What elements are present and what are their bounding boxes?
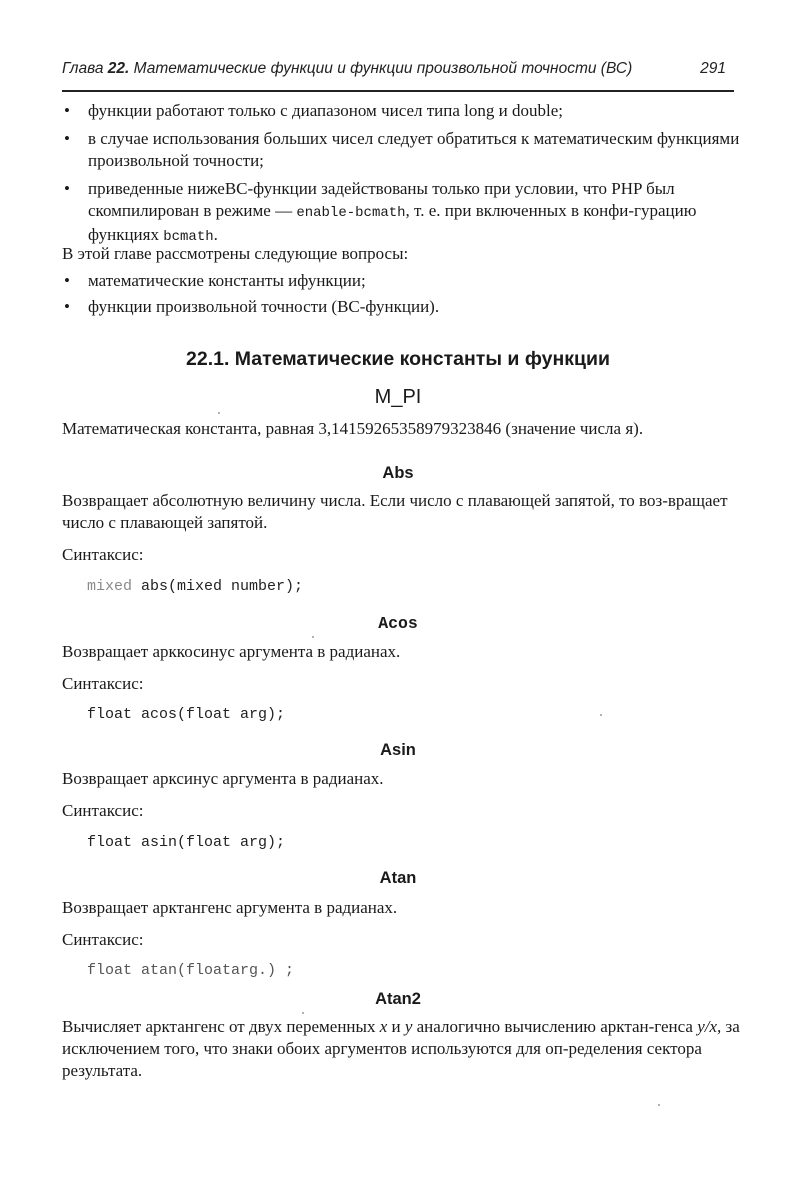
- bullet-dot: •: [64, 271, 70, 290]
- bullet-dot: •: [64, 101, 70, 120]
- variable-ratio: y/x,: [697, 1017, 722, 1036]
- inline-code: bcmath: [163, 229, 214, 245]
- scan-speck: [312, 636, 314, 638]
- code-type: mixed: [87, 578, 133, 595]
- code-sample: [87, 578, 303, 595]
- code-signature: abs(mixed number);: [141, 578, 304, 595]
- scan-speck: [658, 1104, 660, 1106]
- intro-bullet: [62, 128, 742, 172]
- bullet-text: приведенные нижеВС-функции задействованы только при условии, что PHP был скомпилирован в режиме —: [88, 179, 675, 220]
- chapter-title: Математические функции и функции произвольной точности (ВС): [133, 60, 633, 77]
- desc-text: и: [391, 1017, 401, 1036]
- bullet-dot: •: [64, 129, 70, 148]
- desc-text: Вычисляет арктангенс от двух переменных: [62, 1017, 376, 1036]
- topics-intro: В этой главе рассмотрены следующие вопросы:: [62, 244, 409, 263]
- function-description: Возвращает арксинус аргумента в радианах.: [62, 769, 384, 788]
- intro-bullet: [62, 100, 742, 122]
- syntax-label: Синтаксис:: [62, 674, 144, 693]
- syntax-label: Синтаксис:: [62, 801, 144, 820]
- scan-speck: [600, 714, 602, 716]
- bullet-text: , т. е. при включенных в конфи-гурацию функциях: [88, 201, 697, 244]
- function-description: Возвращает абсолютную величину числа. Если число с плавающей запятой, то воз-вращает число с плавающей запятой.: [62, 491, 728, 532]
- bullet-dot: •: [64, 297, 70, 316]
- bullet-text: .: [213, 225, 218, 244]
- syntax-label: Синтаксис:: [62, 930, 144, 949]
- bullet-text: функции работают только с диапазоном чисел типа long и double;: [88, 101, 563, 120]
- function-description: [62, 1016, 742, 1082]
- syntax-label: Синтаксис:: [62, 545, 144, 564]
- topic-item: [62, 296, 742, 318]
- topic-text: математические константы ифункции;: [88, 271, 366, 290]
- code-sample: float acos(float arg);: [87, 706, 286, 723]
- chapter-word: Глава: [62, 60, 104, 77]
- topic-text: функции произвольной точности (ВС-функции).: [88, 297, 440, 316]
- function-heading-mpi: M_PI: [374, 386, 422, 408]
- desc-text: за исключением того, что знаки обоих аргументов используются для оп-ределения сектора результата.: [62, 1017, 740, 1080]
- bullet-dot: •: [64, 179, 70, 198]
- function-heading-atan2: Atan2: [375, 990, 421, 1008]
- chapter-number: 22.: [107, 60, 130, 77]
- variable-y: y: [404, 1017, 413, 1036]
- topic-item: [62, 270, 742, 292]
- desc-text: аналогично вычислению арктан-генса: [416, 1017, 693, 1036]
- running-head: [62, 60, 732, 78]
- variable-x: x: [379, 1017, 388, 1036]
- scan-speck: [302, 1012, 304, 1014]
- function-heading-abs: Abs: [382, 464, 414, 482]
- bullet-text: в случае использования больших чисел следует обратиться к математическим функциями произвольной точности;: [88, 129, 740, 170]
- inline-code: enable-bcmath: [296, 205, 406, 221]
- intro-bullet: [62, 178, 742, 248]
- code-sample: float asin(float arg);: [87, 834, 286, 851]
- function-heading-acos: Acos: [378, 614, 418, 633]
- header-rule: [62, 90, 734, 92]
- page-number: 291: [700, 60, 726, 77]
- section-heading: 22.1. Математические константы и функции: [186, 348, 610, 370]
- function-heading-asin: Asin: [380, 741, 416, 759]
- function-description: Возвращает арккосинус аргумента в радианах.: [62, 642, 401, 661]
- scan-speck: [218, 412, 220, 414]
- code-sample: float atan(floatarg.) ;: [87, 962, 295, 979]
- function-heading-atan: Atan: [379, 869, 417, 887]
- function-description: Математическая константа, равная 3,14159265358979323846 (значение числа я).: [62, 419, 644, 438]
- function-description: Возвращает арктангенс аргумента в радианах.: [62, 898, 398, 917]
